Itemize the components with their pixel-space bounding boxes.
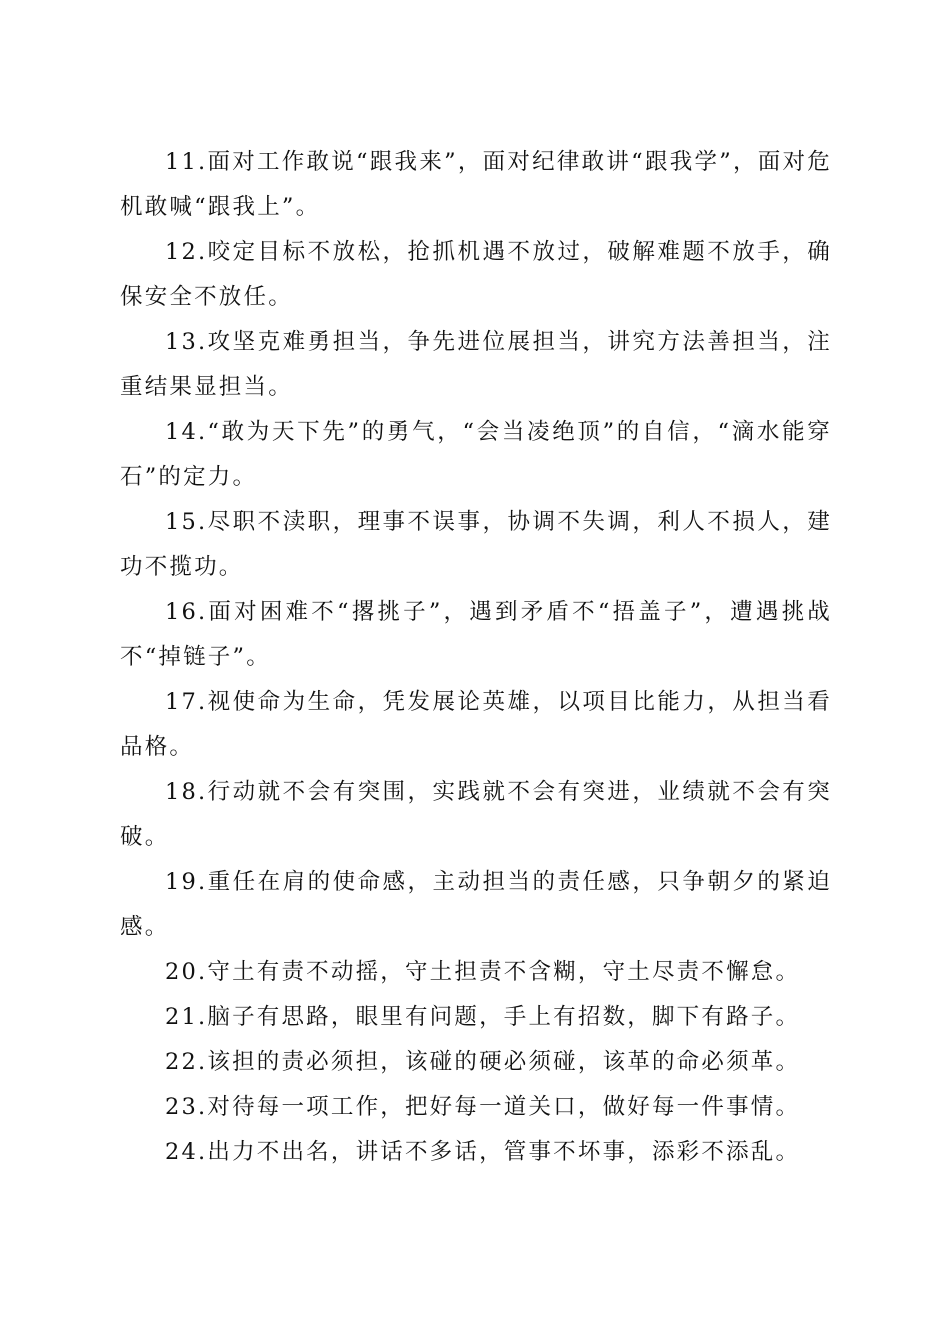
paragraph-13: 13.攻坚克难勇担当，争先进位展担当，讲究方法善担当，注重结果显担当。 [120, 329, 832, 400]
paragraph-19: 19.重任在肩的使命感，主动担当的责任感，只争朝夕的紧迫感。 [120, 869, 832, 940]
paragraph-23: 23.对待每一项工作，把好每一道关口，做好每一件事情。 [165, 1094, 801, 1120]
paragraph-15: 15.尽职不渎职，理事不误事，协调不失调，利人不损人，建功不揽功。 [120, 509, 832, 580]
paragraph-21: 21.脑子有思路，眼里有问题，手上有招数，脚下有路子。 [165, 1004, 801, 1030]
paragraph-17: 17.视使命为生命，凭发展论英雄，以项目比能力，从担当看品格。 [120, 689, 832, 760]
document-body [120, 140, 832, 1175]
paragraph-11: 11.面对工作敢说“跟我来”，面对纪律敢讲“跟我学”，面对危机敢喊“跟我上”。 [120, 149, 832, 220]
paragraph-20: 20.守土有责不动摇，守土担责不含糊，守土尽责不懈怠。 [165, 959, 801, 985]
paragraph-14: 14.“敢为天下先”的勇气，“会当凌绝顶”的自信，“滴水能穿石”的定力。 [120, 419, 832, 490]
paragraph-12: 12.咬定目标不放松，抢抓机遇不放过，破解难题不放手，确保安全不放任。 [120, 239, 832, 310]
paragraph-18: 18.行动就不会有突围，实践就不会有突进，业绩就不会有突破。 [120, 779, 832, 850]
paragraph-24: 24.出力不出名，讲话不多话，管事不坏事，添彩不添乱。 [165, 1139, 801, 1165]
paragraph-22: 22.该担的责必须担，该碰的硬必须碰，该革的命必须革。 [165, 1049, 801, 1075]
paragraph-16: 16.面对困难不“撂挑子”，遇到矛盾不“捂盖子”，遭遇挑战不“掉链子”。 [120, 599, 832, 670]
